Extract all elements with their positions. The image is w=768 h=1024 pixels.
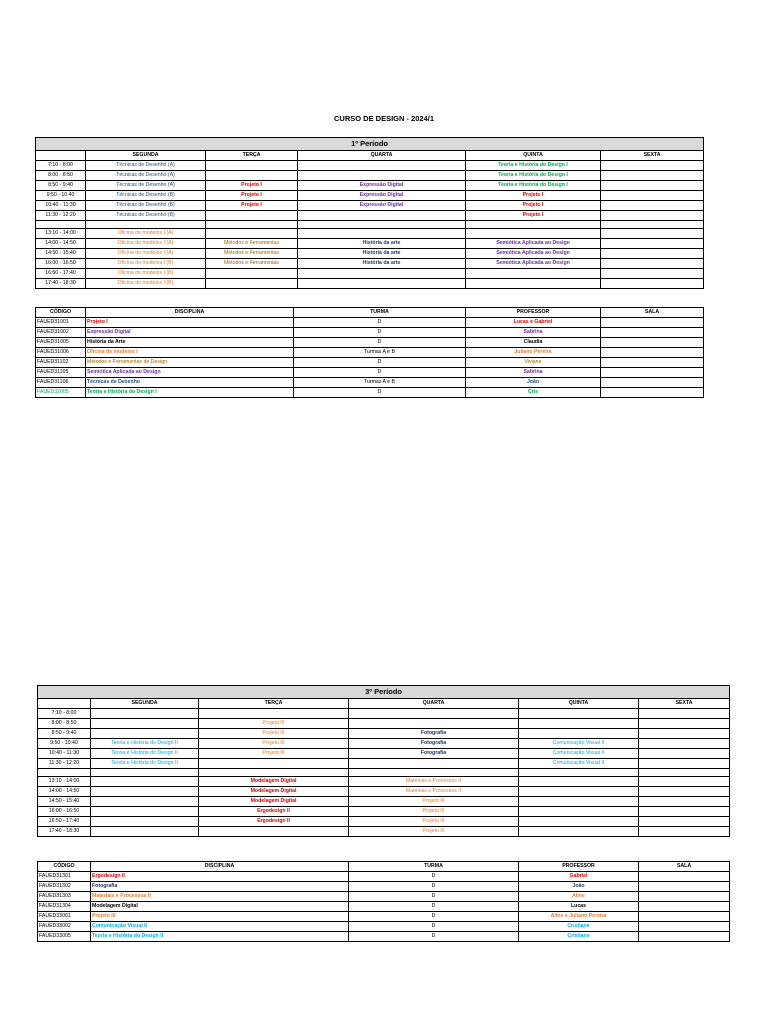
class-cell <box>349 759 519 769</box>
day-header: TERÇA <box>199 699 349 709</box>
schedule-row <box>38 827 730 837</box>
time-slot: 9:50 - 10:40 <box>36 191 86 201</box>
class-cell: Projeto III <box>349 807 519 817</box>
class-cell: Projeto III <box>199 719 349 729</box>
time-slot: 14:00 - 14:50 <box>38 787 91 797</box>
class-cell: Semiótica Aplicada ao Design <box>466 259 601 269</box>
course-row <box>38 922 730 932</box>
class-header: TURMA <box>294 308 466 318</box>
class-cell <box>639 797 730 807</box>
schedule-row <box>38 729 730 739</box>
time-slot: 8:00 - 8:50 <box>36 171 86 181</box>
course-code: FAUED32005 <box>36 388 86 398</box>
course-class: D <box>294 368 466 378</box>
class-cell <box>91 797 199 807</box>
class-cell: Projeto I <box>466 211 601 221</box>
course-row <box>38 872 730 882</box>
class-cell <box>519 729 639 739</box>
class-cell: Semiótica Aplicada ao Design <box>466 239 601 249</box>
course-professor: Juliano Pereira <box>466 348 601 358</box>
room-header: SALA <box>639 862 730 872</box>
class-cell: História da arte <box>298 249 466 259</box>
class-cell: Expressão Digital <box>298 181 466 191</box>
course-row <box>36 368 704 378</box>
class-cell <box>91 817 199 827</box>
period-1-schedule-table <box>35 137 704 289</box>
course-name: Expressão Digital <box>86 328 294 338</box>
course-row <box>38 932 730 942</box>
class-cell <box>601 249 704 259</box>
schedule-row <box>38 719 730 729</box>
course-code: FAUED31002 <box>36 328 86 338</box>
course-class: D <box>349 872 519 882</box>
schedule-row <box>36 249 704 259</box>
class-cell <box>206 229 298 239</box>
course-room <box>639 872 730 882</box>
course-class: Turmas A e B <box>294 378 466 388</box>
period-3-morning-rows <box>38 709 730 769</box>
course-room <box>639 922 730 932</box>
class-cell: Projeto III <box>349 797 519 807</box>
period-3-course-rows <box>38 872 730 942</box>
course-room <box>601 388 704 398</box>
class-cell <box>639 739 730 749</box>
time-slot: 13:10 - 14:00 <box>38 777 91 787</box>
class-cell: Fotografia <box>349 739 519 749</box>
courses-header-row <box>36 308 704 318</box>
code-header: CÓDIGO <box>36 308 86 318</box>
class-cell <box>601 191 704 201</box>
class-cell: Oficina de modelos I (A) <box>86 249 206 259</box>
class-cell: Expressão Digital <box>298 201 466 211</box>
course-code: FAUED31302 <box>38 882 91 892</box>
course-code: FAUED33002 <box>38 922 91 932</box>
time-slot: 9:50 - 10:40 <box>38 739 91 749</box>
course-code: FAUED31301 <box>38 872 91 882</box>
class-cell: Comunicação Visual II <box>519 739 639 749</box>
class-cell: Fotografia <box>349 749 519 759</box>
class-cell: Oficina de modelos I (B) <box>86 279 206 289</box>
class-cell: Comunicação Visual II <box>519 759 639 769</box>
course-professor: Gabriel <box>519 872 639 882</box>
schedule-row <box>38 739 730 749</box>
schedule-row <box>36 269 704 279</box>
class-cell: Materiais e Processos II <box>349 787 519 797</box>
professor-header: PROFESSOR <box>466 308 601 318</box>
course-professor: Lucas <box>519 902 639 912</box>
day-header: QUARTA <box>298 151 466 161</box>
class-cell: Técnicas de Desenho (A) <box>86 161 206 171</box>
time-slot: 8:50 - 9:40 <box>36 181 86 191</box>
course-row <box>36 338 704 348</box>
class-cell: Projeto I <box>206 181 298 191</box>
course-row <box>38 892 730 902</box>
class-cell <box>199 759 349 769</box>
class-cell <box>639 759 730 769</box>
class-cell <box>91 729 199 739</box>
course-code: FAUED31105 <box>36 368 86 378</box>
period-3-gap-row <box>38 769 730 777</box>
course-row <box>36 358 704 368</box>
class-cell: Expressão Digital <box>298 191 466 201</box>
course-name: Técnicas de Desenho <box>86 378 294 388</box>
course-row <box>36 388 704 398</box>
class-cell: Técnicas de Desenho (B) <box>86 211 206 221</box>
time-column-header <box>36 151 86 161</box>
schedule-row <box>38 807 730 817</box>
class-cell <box>298 269 466 279</box>
class-cell: Teoria e História do Design II <box>91 749 199 759</box>
course-room <box>601 378 704 388</box>
class-cell: Projeto I <box>206 191 298 201</box>
class-cell <box>519 719 639 729</box>
course-row <box>36 318 704 328</box>
course-room <box>601 338 704 348</box>
class-cell <box>601 201 704 211</box>
weekday-header-row <box>38 699 730 709</box>
course-name: Ergodesign II <box>91 872 349 882</box>
course-class: Turmas A e B <box>294 348 466 358</box>
course-code: FAUED31005 <box>36 338 86 348</box>
schedule-row <box>36 201 704 211</box>
class-cell: Oficina de modelos I (A) <box>86 229 206 239</box>
schedule-row <box>36 171 704 181</box>
schedule-row <box>36 239 704 249</box>
class-cell <box>349 709 519 719</box>
schedule-row <box>36 211 704 221</box>
period-1-course-rows <box>36 318 704 398</box>
time-slot: 16:00 - 16:50 <box>38 807 91 817</box>
class-cell: Projeto I <box>466 201 601 211</box>
course-name: Fotografia <box>91 882 349 892</box>
class-cell <box>639 719 730 729</box>
course-row <box>36 348 704 358</box>
day-header: SEGUNDA <box>86 151 206 161</box>
course-name: Semiótica Aplicada ao Design <box>86 368 294 378</box>
discipline-header: DISCIPLINA <box>86 308 294 318</box>
course-room <box>639 902 730 912</box>
class-cell <box>519 797 639 807</box>
schedule-row <box>36 161 704 171</box>
class-cell <box>639 787 730 797</box>
class-cell <box>298 161 466 171</box>
period-3-afternoon-rows <box>38 777 730 837</box>
class-cell: Modelagem Digital <box>199 777 349 787</box>
course-row <box>38 882 730 892</box>
day-header: QUINTA <box>519 699 639 709</box>
period-1-title: 1º Período <box>36 138 704 151</box>
class-cell <box>519 807 639 817</box>
period-3-courses-table <box>37 861 730 942</box>
course-name: Teoria e História do Design I <box>86 388 294 398</box>
time-column-header <box>38 699 91 709</box>
class-cell: Métodos e Ferramentas <box>206 249 298 259</box>
course-code: FAUED31106 <box>36 378 86 388</box>
course-row <box>38 902 730 912</box>
time-slot: 10:40 - 11:30 <box>36 201 86 211</box>
course-class: D <box>294 358 466 368</box>
period-3-title: 3º Período <box>38 686 730 699</box>
course-class: D <box>294 388 466 398</box>
class-cell <box>298 171 466 181</box>
time-slot: 8:50 - 9:40 <box>38 729 91 739</box>
weekday-header-row <box>36 151 704 161</box>
class-cell <box>91 827 199 837</box>
course-class: D <box>349 892 519 902</box>
course-professor: João <box>466 378 601 388</box>
class-cell <box>466 269 601 279</box>
class-cell: Teoria e História do Design II <box>91 739 199 749</box>
course-room <box>601 348 704 358</box>
period-1-afternoon-rows <box>36 229 704 289</box>
class-cell <box>519 817 639 827</box>
period-1-morning-rows <box>36 161 704 221</box>
class-cell: Ergodesign II <box>199 817 349 827</box>
course-room <box>639 912 730 922</box>
class-cell <box>91 709 199 719</box>
course-professor: Cristiane <box>519 922 639 932</box>
class-cell <box>206 269 298 279</box>
class-cell <box>601 161 704 171</box>
class-cell <box>519 709 639 719</box>
schedule-row <box>36 181 704 191</box>
time-slot: 17:40 - 18:30 <box>38 827 91 837</box>
class-cell <box>519 827 639 837</box>
class-cell <box>601 279 704 289</box>
course-code: FAUED33005 <box>38 932 91 942</box>
class-cell <box>639 807 730 817</box>
course-name: Modelagem Digital <box>91 902 349 912</box>
class-cell: Métodos e Ferramentas <box>206 259 298 269</box>
class-cell: Materiais e Processos II <box>349 777 519 787</box>
class-cell <box>639 729 730 739</box>
class-cell <box>519 787 639 797</box>
course-class: D <box>349 922 519 932</box>
course-class: D <box>349 902 519 912</box>
schedule-row <box>38 817 730 827</box>
time-slot: 16:50 - 17:40 <box>38 817 91 827</box>
course-code: FAUED31006 <box>36 348 86 358</box>
schedule-row <box>36 191 704 201</box>
course-name: Oficina de modelos I <box>86 348 294 358</box>
course-name: Materiais e Processos II <box>91 892 349 902</box>
time-slot: 13:10 - 14:00 <box>36 229 86 239</box>
class-cell: História da arte <box>298 239 466 249</box>
class-cell: Oficina de modelos I (B) <box>86 259 206 269</box>
schedule-row <box>36 259 704 269</box>
schedule-row <box>38 709 730 719</box>
schedule-row <box>38 787 730 797</box>
period-1-courses-table <box>35 307 704 398</box>
class-cell: Projeto I <box>466 191 601 201</box>
class-cell <box>206 211 298 221</box>
time-slot: 11:30 - 12:20 <box>36 211 86 221</box>
class-cell: Métodos e Ferramentas <box>206 239 298 249</box>
course-room <box>601 368 704 378</box>
time-slot: 17:40 - 18:30 <box>36 279 86 289</box>
course-code: FAUED31304 <box>38 902 91 912</box>
professor-header: PROFESSOR <box>519 862 639 872</box>
class-cell <box>639 817 730 827</box>
class-cell: Projeto I <box>206 201 298 211</box>
course-name: Teoria e História do Design II <box>91 932 349 942</box>
class-cell: Ergodesign II <box>199 807 349 817</box>
time-slot: 7:10 - 8:00 <box>38 709 91 719</box>
class-cell <box>298 279 466 289</box>
class-cell <box>639 709 730 719</box>
class-cell <box>466 279 601 289</box>
schedule-row <box>38 777 730 787</box>
class-cell: Teoria e História do Design II <box>91 759 199 769</box>
class-cell: Técnicas de Desenho (A) <box>86 181 206 191</box>
time-slot: 16:50 - 17:40 <box>36 269 86 279</box>
class-cell: Técnicas de Desenho (B) <box>86 201 206 211</box>
class-cell <box>199 709 349 719</box>
course-class: D <box>294 318 466 328</box>
courses-header-row <box>38 862 730 872</box>
class-cell <box>206 161 298 171</box>
day-header: SEXTA <box>601 151 704 161</box>
course-professor: Lucas e Gabriel <box>466 318 601 328</box>
code-header: CÓDIGO <box>38 862 91 872</box>
class-header: TURMA <box>349 862 519 872</box>
class-cell <box>91 807 199 817</box>
schedule-row <box>38 797 730 807</box>
course-code: FAUED33001 <box>38 912 91 922</box>
course-professor: Cristiane <box>519 932 639 942</box>
course-class: D <box>349 882 519 892</box>
time-slot: 14:00 - 14:50 <box>36 239 86 249</box>
class-cell <box>298 211 466 221</box>
course-class: D <box>294 328 466 338</box>
class-cell <box>601 229 704 239</box>
class-cell <box>91 777 199 787</box>
time-slot: 11:30 - 12:20 <box>38 759 91 769</box>
class-cell: Projeto III <box>349 827 519 837</box>
class-cell: Oficina de modelos I (B) <box>86 269 206 279</box>
time-slot: 8:00 - 8:50 <box>38 719 91 729</box>
time-slot: 7:10 - 8:00 <box>36 161 86 171</box>
class-cell: Fotografia <box>349 729 519 739</box>
class-cell <box>639 777 730 787</box>
class-cell <box>349 719 519 729</box>
course-room <box>639 892 730 902</box>
course-class: D <box>294 338 466 348</box>
course-professor: Aline e Juliano Pereira <box>519 912 639 922</box>
course-room <box>601 328 704 338</box>
course-room <box>601 358 704 368</box>
class-cell <box>601 269 704 279</box>
period-3-schedule-table <box>37 685 730 837</box>
class-cell <box>519 777 639 787</box>
class-cell: Técnicas de Desenho (B) <box>86 191 206 201</box>
day-header: QUARTA <box>349 699 519 709</box>
course-name: Comunicação Visual II <box>91 922 349 932</box>
class-cell <box>601 171 704 181</box>
class-cell <box>601 239 704 249</box>
course-code: FAUED31102 <box>36 358 86 368</box>
course-professor: Viviane <box>466 358 601 368</box>
class-cell <box>206 171 298 181</box>
class-cell: Modelagem Digital <box>199 797 349 807</box>
class-cell <box>466 229 601 239</box>
course-name: Métodos e Ferramentas de Design <box>86 358 294 368</box>
schedule-row <box>36 229 704 239</box>
schedule-row <box>38 749 730 759</box>
class-cell: Oficina de modelos I (A) <box>86 239 206 249</box>
class-cell: Projeto III <box>199 749 349 759</box>
class-cell <box>639 827 730 837</box>
class-cell: História da arte <box>298 259 466 269</box>
course-room <box>639 932 730 942</box>
class-cell <box>601 181 704 191</box>
time-slot: 14:50 - 15:40 <box>38 797 91 807</box>
room-header: SALA <box>601 308 704 318</box>
class-cell: Modelagem Digital <box>199 787 349 797</box>
course-class: D <box>349 932 519 942</box>
class-cell <box>91 719 199 729</box>
time-slot: 16:00 - 16:50 <box>36 259 86 269</box>
class-cell: Comunicação Visual II <box>519 749 639 759</box>
course-name: História da Arte <box>86 338 294 348</box>
course-code: FAUED31303 <box>38 892 91 902</box>
class-cell <box>298 229 466 239</box>
schedule-row <box>36 279 704 289</box>
class-cell: Teoria e História do Design I <box>466 171 601 181</box>
time-slot: 10:40 - 11:30 <box>38 749 91 759</box>
class-cell <box>206 279 298 289</box>
class-cell <box>91 787 199 797</box>
class-cell: Técnicas de Desenho (A) <box>86 171 206 181</box>
class-cell <box>601 259 704 269</box>
course-professor: Claudia <box>466 338 601 348</box>
course-row <box>36 328 704 338</box>
time-slot: 14:50 - 15:40 <box>36 249 86 259</box>
day-header: SEXTA <box>639 699 730 709</box>
course-row <box>38 912 730 922</box>
course-professor: Sabrina <box>466 328 601 338</box>
class-cell: Projeto III <box>199 729 349 739</box>
day-header: QUINTA <box>466 151 601 161</box>
discipline-header: DISCIPLINA <box>91 862 349 872</box>
document-title: CURSO DE DESIGN - 2024/1 <box>333 114 435 123</box>
course-professor: Cris <box>466 388 601 398</box>
course-row <box>36 378 704 388</box>
class-cell <box>601 211 704 221</box>
class-cell <box>639 749 730 759</box>
course-room <box>601 318 704 328</box>
period-1-gap-row <box>36 221 704 229</box>
day-header: SEGUNDA <box>91 699 199 709</box>
schedule-row <box>38 759 730 769</box>
class-cell: Teoria e História do Design I <box>466 181 601 191</box>
class-cell: Projeto III <box>199 739 349 749</box>
class-cell: Teoria e História do Design I <box>466 161 601 171</box>
course-professor: Sabrina <box>466 368 601 378</box>
day-header: TERÇA <box>206 151 298 161</box>
course-professor: João <box>519 882 639 892</box>
course-code: FAUED31001 <box>36 318 86 328</box>
class-cell: Projeto III <box>349 817 519 827</box>
course-name: Projeto III <box>91 912 349 922</box>
class-cell: Semiótica Aplicada ao Design <box>466 249 601 259</box>
class-cell <box>199 827 349 837</box>
course-name: Projeto I <box>86 318 294 328</box>
course-class: D <box>349 912 519 922</box>
course-professor: Aline <box>519 892 639 902</box>
course-room <box>639 882 730 892</box>
